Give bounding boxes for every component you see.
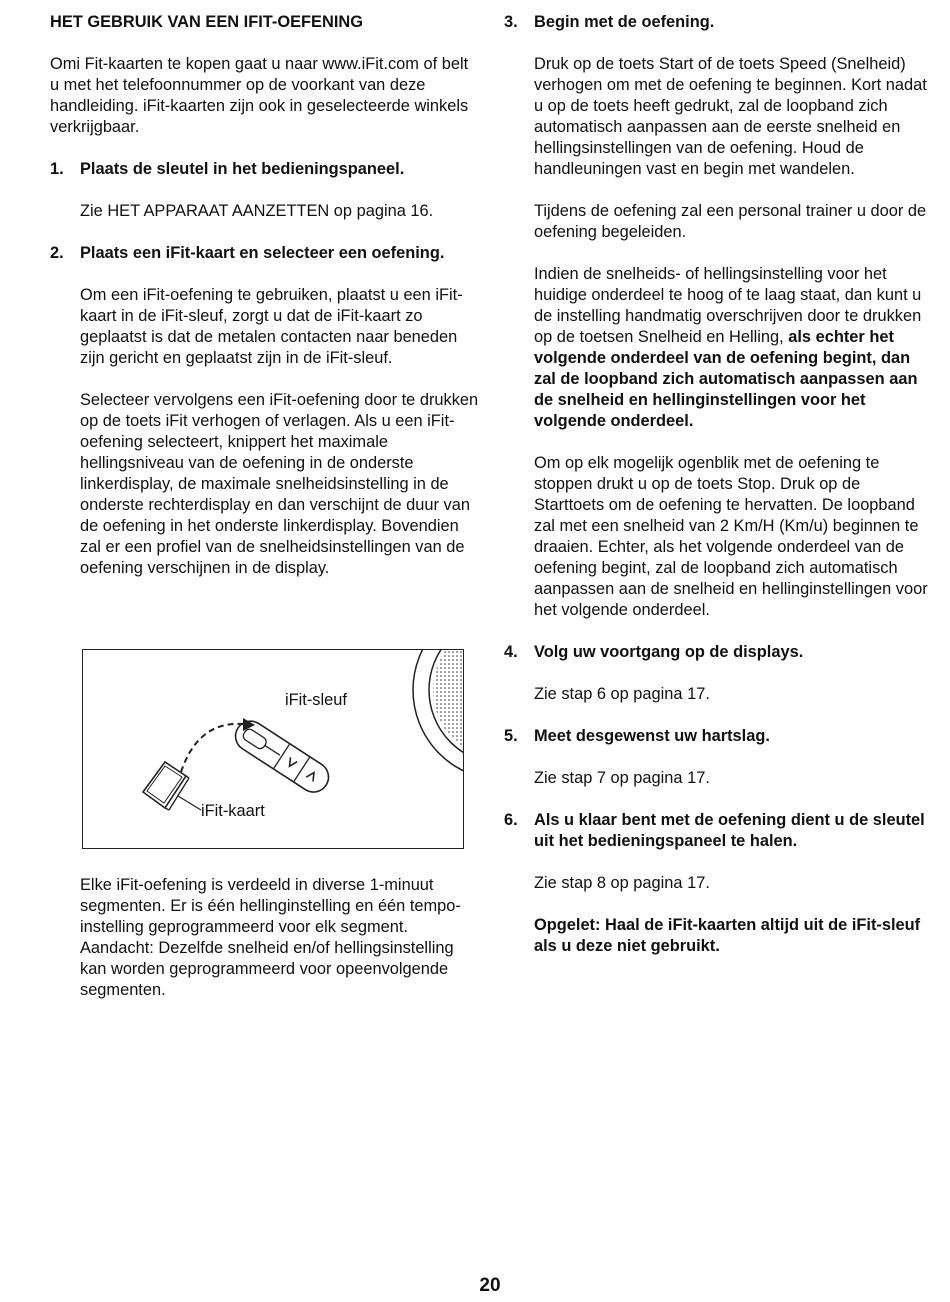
step-title: Volg uw voortgang op de displays. — [534, 643, 804, 661]
segments-paragraph: Elke iFit-oefening is verdeeld in diverse 1-minuut segmenten. Er is één hellinginstelling en één tempo-instelling geprogrammeerd voor elk segment. Aandacht: Dezelfde snelheid en/of hellingsinstelling kan worden geprogrammeerd voor opeenvolgende segmenten. — [80, 876, 461, 999]
step-number: 6. — [504, 811, 518, 829]
override-text: Indien de snelheids- of hellingsinstelling voor het huidige onderdeel te hoog of te laag staat, dan kunt u de instelling handmatig overschrijven door te drukken op de toetsen Snelheid en Helling, — [534, 265, 922, 346]
step-paragraph: Zie stap 7 op pagina 17. — [534, 769, 710, 787]
step-number: 5. — [504, 727, 518, 745]
intro-paragraph: Omi Fit-kaarten te kopen gaat u naar www.iFit.com of belt u met het telefoonnummer op de voorkant van deze handleiding. iFit-kaarten zijn ook in geselecteerde winkels verkrijgbaar. — [50, 55, 469, 136]
section-heading: HET GEBRUIK VAN EEN IFIT-OEFENING — [50, 13, 363, 31]
override-warning: als echter het volgende onderdeel van de oefening begint, dan zal de loopband zich automatisch aanpassen aan de snelheid en hellinginstellingen voor het volgende onderdeel. — [534, 328, 918, 430]
step-6 — [504, 810, 934, 957]
step-3 — [504, 12, 934, 621]
step-title: Begin met de oefening. — [534, 13, 715, 31]
step-number: 3. — [504, 13, 518, 31]
step-paragraph: Druk op de toets Start of de toets Speed (Snelheid) verhogen om met de oefening te beginnen. Kort nadat u op de toets heeft gedrukt, zal de loopband zich automatisch aanpassen aan de eerste snelheid en hellingsinstellingen van de oefening. Houd de handleuningen vast en begin met wandelen. — [534, 55, 927, 178]
step-paragraph: Tijdens de oefening zal een personal trainer u door de oefening begeleiden. — [534, 202, 927, 241]
slot-label: iFit-sleuf — [285, 691, 347, 709]
step-paragraph: Zie HET APPARAAT AANZETTEN op pagina 16. — [80, 202, 434, 220]
step-paragraph: Om een iFit-oefening te gebruiken, plaatst u een iFit-kaart in de iFit-sleuf, zorgt u dat de iFit-kaart zo geplaatst is dat de metalen contacten naar beneden zijn gericht en geplaatst zijn in de iFit-sleuf. — [80, 286, 463, 367]
step-4 — [504, 642, 934, 705]
step-title: Meet desgewenst uw hartslag. — [534, 727, 770, 745]
step-number: 2. — [50, 244, 64, 262]
step-2 — [50, 243, 480, 579]
step-5 — [504, 726, 934, 789]
step-number: 4. — [504, 643, 518, 661]
step-paragraph: Om op elk mogelijk ogenblik met de oefening te stoppen drukt u op de toets Stop. Druk op de Starttoets om de oefening te hervatten. De loopband zal met een snelheid van 2 Km/H (Km/u) beginnen te draaien. Echter, als het volgende onderdeel van de oefening begint, zal de loopband zich automatisch aanpassen aan de snelheid en hellinginstellingen voor het volgende onderdeel. — [534, 454, 928, 619]
card-label: iFit-kaart — [201, 802, 265, 820]
step-paragraph: Zie stap 6 op pagina 17. — [534, 685, 710, 703]
step-paragraph: Zie stap 8 op pagina 17. — [534, 874, 710, 892]
insert-arrow — [181, 724, 243, 772]
card-leader-line — [178, 796, 201, 810]
step-title: Plaats de sleutel in het bedieningspaneel. — [80, 160, 405, 178]
step-paragraph: Selecteer vervolgens een iFit-oefening door te drukken op de toets iFit verhogen of verlagen. Als u een iFit-oefening selecteert, knippert het maximale hellingsniveau van de oefening in de onderste linkerdisplay, de maximale snelheidsinstelling in de onderste rechterdisplay en dan verschijnt de duur van de oefening in het onderste linkerdisplay. Bovendien zal er een profiel van de snelheidsinstellingen van de oefening verschijnen in de display. — [80, 391, 479, 577]
step-title: Plaats een iFit-kaart en selecteer een oefening. — [80, 244, 445, 262]
warning-note: Opgelet: Haal de iFit-kaarten altijd uit de iFit-sleuf als u deze niet gebruikt. — [534, 916, 921, 955]
ifit-card-illustration — [82, 649, 464, 849]
page-number: 20 — [479, 1275, 501, 1296]
speaker-grille — [433, 650, 464, 760]
right-column — [504, 12, 934, 957]
left-column — [50, 12, 480, 579]
step-1 — [50, 159, 480, 222]
illustration-graphic — [83, 650, 464, 849]
step-paragraph — [534, 264, 934, 432]
step-title: Als u klaar bent met de oefening dient u de sleutel uit het bedieningspaneel te halen. — [534, 811, 925, 850]
step-number: 1. — [50, 160, 64, 178]
